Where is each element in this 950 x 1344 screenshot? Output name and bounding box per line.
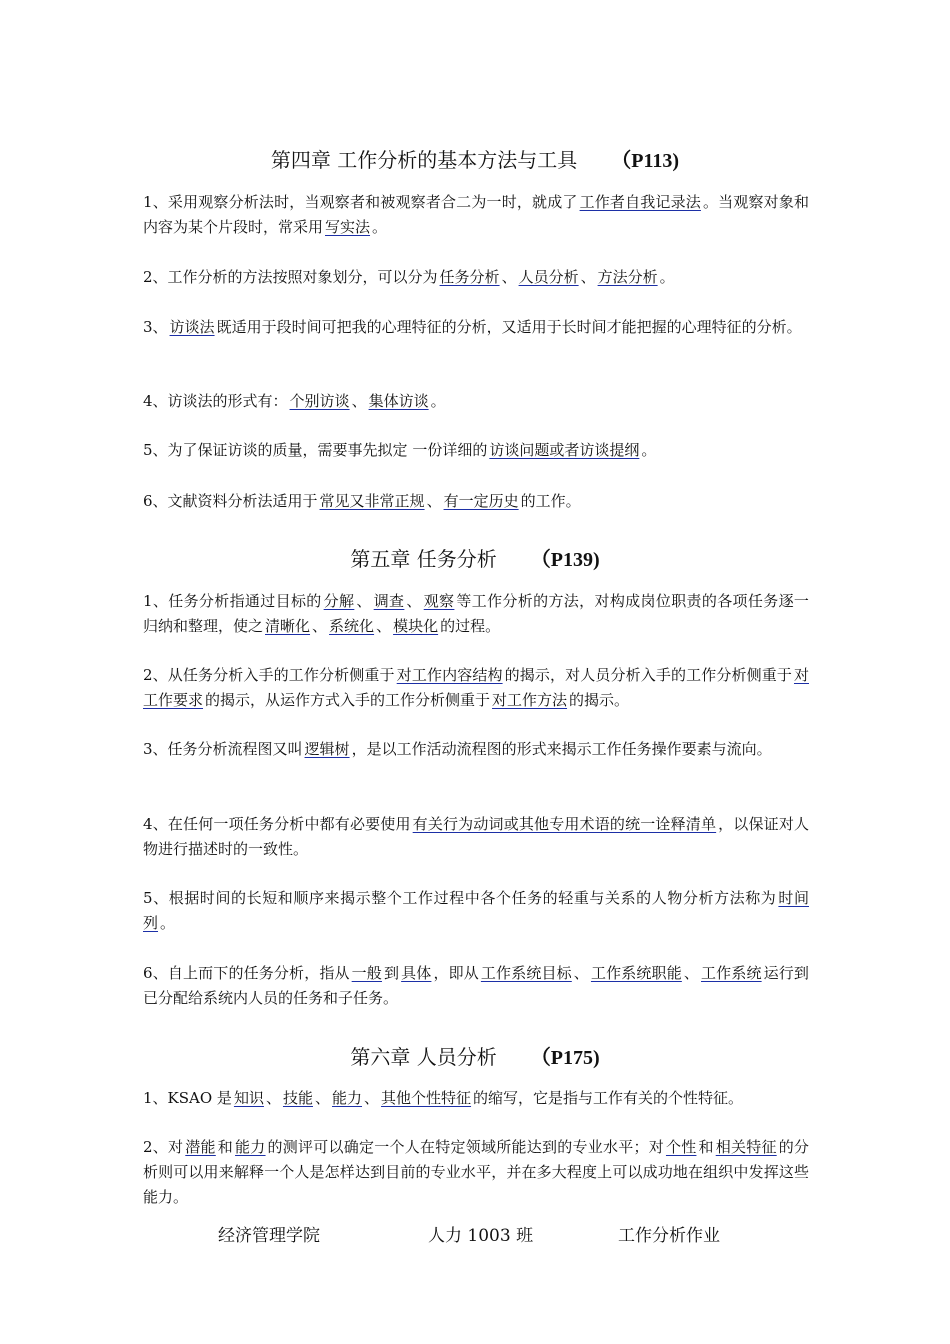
answer-blank: 知识 [233, 1089, 264, 1107]
answer-blank: 调查 [373, 592, 405, 610]
answer-blank: 具体 [401, 964, 432, 982]
answer-blank: 时间列 [143, 889, 809, 932]
answer-blank: 有关行为动词或其他专用术语的统一诠释清单 [412, 815, 717, 833]
answer-blank: 其他个性特征 [381, 1089, 472, 1107]
answer-blank: 访谈法 [169, 318, 215, 336]
answer-blank: 工作系统职能 [590, 964, 682, 982]
question-item: 2、从任务分析入手的工作分析侧重于 对工作内容结构 的揭示，对人员分析入手的工作分析侧重于 对工作要求 的揭示，从运作方式入手的工作分析侧重于 对工作方法 的揭示。 [143, 666, 809, 709]
answer-blank: 对工作要求 [143, 666, 809, 709]
answer-blank: 有一定历史 [443, 492, 519, 510]
question-item: 3、 访谈法 既适用于段时间可把我的心理特征的分析，又适用于长时间才能把握的心理特征的分析。 [143, 318, 802, 336]
answer-blank: 系统化 [329, 617, 375, 635]
question-item: 5、根据时间的长短和顺序来揭示整个工作过程中各个任务的轻重与关系的人物分析方法称为 时间列 。 [143, 889, 809, 932]
chapter-title: 第五章 任务分析 [350, 547, 497, 571]
footer-school: 经济管理学院 [218, 1226, 320, 1246]
question-item: 1、采用观察分析法时，当观察者和被观察者合二为一时，就成了 工作者自我记录法 。当观察对象和内容为某个片段时，常采用 写实法 。 [143, 193, 809, 236]
answer-blank: 能力 [235, 1138, 266, 1156]
answer-blank: 工作者自我记录法 [579, 193, 701, 211]
question-item: 1、任务分析指通过目标的 分解 、 调查 、 观察 等工作分析的方法，对构成岗位职责的各项任务逐一归纳和整理，使之 清晰化 、 系统化 、 模块化 的过程。 [143, 592, 809, 635]
answer-blank: 访谈问题或者访谈提纲 [489, 441, 640, 459]
footer-class: 人力 1003 班 [428, 1226, 534, 1246]
answer-blank: 分解 [323, 592, 355, 610]
answer-blank: 观察 [423, 592, 455, 610]
footer-assignment: 工作分析作业 [618, 1226, 720, 1246]
answer-blank: 写实法 [325, 218, 371, 236]
question-item: 4、访谈法的形式有： 个别访谈 、 集体访谈 。 [143, 392, 446, 410]
question-item: 4、在任何一项任务分析中都有必要使用 有关行为动词或其他专用术语的统一诠释清单 ，以保证对人物进行描述时的一致性。 [143, 815, 809, 858]
answer-blank: 个性 [665, 1138, 697, 1156]
answer-blank: 一般 [351, 964, 382, 982]
answer-blank: 技能 [282, 1089, 313, 1107]
chapter-title: 第六章 人员分析 [350, 1045, 497, 1069]
question-item: 2、工作分析的方法按照对象划分，可以分为 任务分析 、 人员分析 、 方法分析 。 [143, 268, 675, 286]
answer-blank: 集体访谈 [368, 392, 429, 410]
answer-blank: 逻辑树 [304, 740, 350, 758]
chapter-page-ref: （P175) [530, 1047, 600, 1069]
chapter-title: 第四章 工作分析的基本方法与工具 [270, 148, 578, 172]
answer-blank: 常见又非常正规 [319, 492, 425, 510]
answer-blank: 清晰化 [265, 617, 311, 635]
answer-blank: 相关特征 [715, 1138, 777, 1156]
answer-blank: 人员分析 [518, 268, 579, 286]
answer-blank: 能力 [332, 1089, 363, 1107]
answer-blank: 方法分析 [597, 268, 658, 286]
chapter-heading [0, 1043, 950, 1072]
answer-blank: 工作系统 [701, 964, 762, 982]
chapter-page-ref: （P139) [530, 549, 600, 571]
answer-blank: 个别访谈 [289, 392, 350, 410]
answer-blank: 潜能 [185, 1138, 216, 1156]
question-item: 1、KSAO 是 知识 、 技能 、 能力 、 其他个性特征 的缩写，它是指与工作有关的个性特征。 [143, 1089, 744, 1107]
answer-blank: 任务分析 [439, 268, 500, 286]
answer-blank: 对工作内容结构 [396, 666, 503, 684]
chapter-heading [0, 146, 950, 175]
question-item: 6、文献资料分析法适用于 常见又非常正规 、 有一定历史 的工作。 [143, 492, 581, 510]
question-item: 2、对 潜能 和 能力 的测评可以确定一个人在特定领域所能达到的专业水平；对 个性 和 相关特征 的分析则可以用来解释一个人是怎样达到目前的专业水平，并在多大程度上可以成功地在组织中发挥这些能力。 [143, 1138, 809, 1206]
page-footer [0, 1222, 950, 1250]
answer-blank: 工作系统目标 [480, 964, 572, 982]
answer-blank: 模块化 [393, 617, 439, 635]
question-item: 3、任务分析流程图又叫 逻辑树 ，是以工作活动流程图的形式来揭示工作任务操作要素与流向。 [143, 740, 772, 758]
chapter-heading [0, 545, 950, 574]
question-item: 6、自上而下的任务分析，指从 一般 到 具体 ，即从 工作系统目标 、 工作系统职能 、 工作系统 运行到已分配给系统内人员的任务和子任务。 [143, 964, 809, 1007]
question-item: 5、为了保证访谈的质量，需要事先拟定 一份详细的 访谈问题或者访谈提纲 。 [143, 441, 657, 459]
chapter-page-ref: （P113) [611, 150, 680, 172]
answer-blank: 对工作方法 [492, 691, 568, 709]
